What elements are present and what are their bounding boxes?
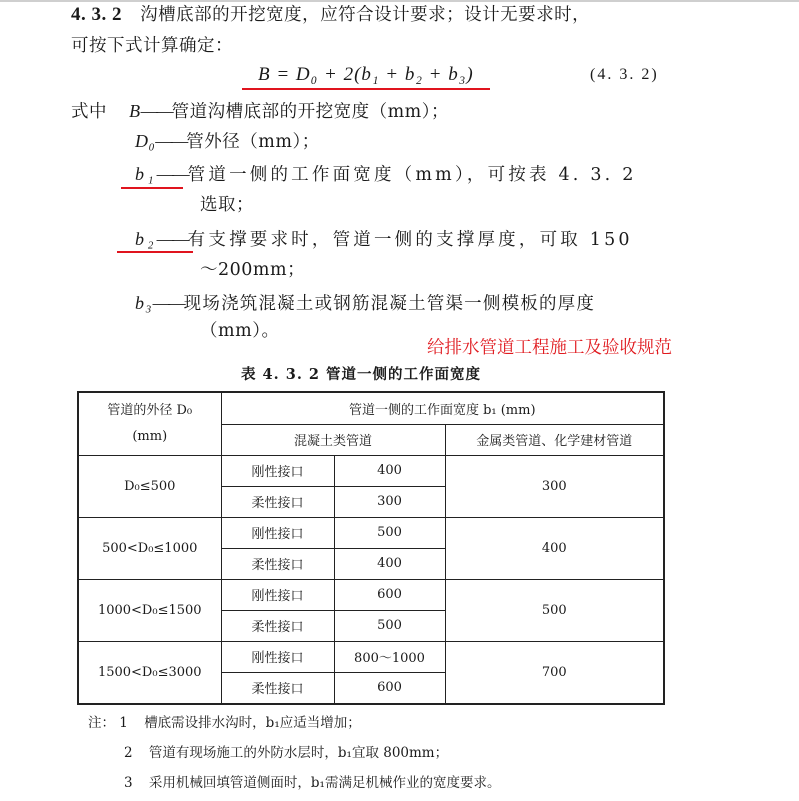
header-outer-diameter-label: 管道的外径 D₀ — [107, 402, 193, 418]
header-outer-diameter — [78, 392, 221, 455]
table-row — [78, 641, 664, 672]
section-line-2: 可按下式计算确定： — [71, 36, 233, 56]
symbol-b1: b₁ — [135, 164, 157, 184]
note-item — [88, 768, 500, 798]
range-cell: 500<D₀≤1000 — [78, 517, 221, 579]
b1-red-underline — [121, 187, 183, 189]
value-cell: 400 — [334, 548, 445, 579]
joint-type-cell: 刚性接口 — [221, 641, 334, 672]
note-text: 采用机械回填管道侧面时，b₁需满足机械作业的宽度要求。 — [148, 775, 501, 791]
header-work-width: 管道一侧的工作面宽度 b₁ (mm) — [221, 392, 664, 424]
header-outer-diameter-unit: (mm) — [132, 428, 168, 444]
table-row — [78, 517, 664, 548]
definition-b2-line — [135, 228, 633, 251]
note-number: 3 — [124, 775, 133, 791]
dash-D0: —— — [155, 131, 187, 151]
definition-B-line — [71, 100, 449, 123]
work-width-table — [77, 391, 665, 705]
table-row — [78, 579, 664, 610]
range-cell: D₀≤500 — [78, 455, 221, 517]
definition-D0-line — [135, 130, 320, 153]
range-cell: 1500<D₀≤3000 — [78, 641, 221, 704]
definition-b1-line — [135, 163, 637, 186]
note-item — [88, 708, 500, 738]
note-text: 管道有现场施工的外防水层时，b₁宜取 800mm； — [148, 745, 449, 761]
header-metal: 金属类管道、化学建材管道 — [445, 424, 664, 455]
dash-B: —— — [140, 101, 172, 121]
table-row — [78, 455, 664, 486]
joint-type-cell: 柔性接口 — [221, 486, 334, 517]
notes-prefix: 注： — [88, 715, 115, 731]
definition-b1-text: 管道一侧的工作面宽度（mm），可按表 4. 3. 2 — [187, 165, 637, 185]
joint-type-cell: 柔性接口 — [221, 548, 334, 579]
definition-b1-cont: 选取； — [200, 195, 254, 215]
symbol-b3: b₃ — [135, 293, 153, 313]
dash-b3: —— — [152, 293, 184, 313]
formula: B = D₀ + 2(b₁ + b₂ + b₃) — [258, 64, 474, 85]
symbol-B: B — [129, 101, 141, 121]
section-number: 4. 3. 2 — [71, 4, 122, 25]
top-border — [0, 0, 799, 2]
notes — [88, 708, 500, 798]
definition-D0-text: 管外径（mm）； — [186, 132, 320, 152]
range-cell: 1000<D₀≤1500 — [78, 579, 221, 641]
value-cell: 400 — [334, 455, 445, 486]
symbol-b2: b₂ — [135, 229, 157, 249]
definition-b3-line — [135, 292, 595, 315]
value-cell: 600 — [334, 672, 445, 704]
value-cell: 600 — [334, 579, 445, 610]
note-text: 槽底需设排水沟时，b₁应适当增加； — [144, 715, 361, 731]
metal-value-cell: 500 — [445, 579, 664, 641]
dash-b2: —— — [156, 229, 188, 249]
note-number: 1 — [119, 715, 128, 731]
section-text-1: 沟槽底部的开挖宽度，应符合设计要求；设计无要求时， — [140, 5, 591, 25]
definition-b3-text: 现场浇筑混凝土或钢筋混凝土管渠一侧模板的厚度 — [183, 294, 596, 314]
joint-type-cell: 刚性接口 — [221, 517, 334, 548]
value-cell: 300 — [334, 486, 445, 517]
formula-red-underline — [242, 88, 490, 90]
note-number: 2 — [124, 745, 133, 761]
equation-number: (4. 3. 2) — [590, 66, 659, 83]
joint-type-cell: 刚性接口 — [221, 579, 334, 610]
red-annotation: 给排水管道工程施工及验收规范 — [427, 338, 672, 358]
value-cell: 800～1000 — [334, 641, 445, 672]
note-item — [88, 738, 500, 768]
definition-b3-cont: （mm）。 — [200, 321, 280, 341]
metal-value-cell: 700 — [445, 641, 664, 704]
header-concrete: 混凝土类管道 — [221, 424, 445, 455]
b2-red-underline — [117, 251, 193, 253]
joint-type-cell: 刚性接口 — [221, 455, 334, 486]
table-header-row-1 — [78, 392, 664, 424]
dash-b1: —— — [156, 164, 188, 184]
metal-value-cell: 300 — [445, 455, 664, 517]
joint-type-cell: 柔性接口 — [221, 672, 334, 704]
definition-b2-cont: ～200mm； — [200, 260, 306, 280]
definitions-prefix: 式中 — [71, 102, 107, 122]
metal-value-cell: 400 — [445, 517, 664, 579]
value-cell: 500 — [334, 517, 445, 548]
joint-type-cell: 柔性接口 — [221, 610, 334, 641]
section-line-1 — [71, 4, 590, 26]
value-cell: 500 — [334, 610, 445, 641]
definition-B-text: 管道沟槽底部的开挖宽度（mm）； — [171, 102, 450, 122]
definition-b2-text: 有支撑要求时，管道一侧的支撑厚度，可取 150 — [187, 230, 633, 250]
table-title: 表 4. 3. 2 管道一侧的工作面宽度 — [241, 366, 482, 383]
symbol-D0: D₀ — [135, 131, 156, 151]
